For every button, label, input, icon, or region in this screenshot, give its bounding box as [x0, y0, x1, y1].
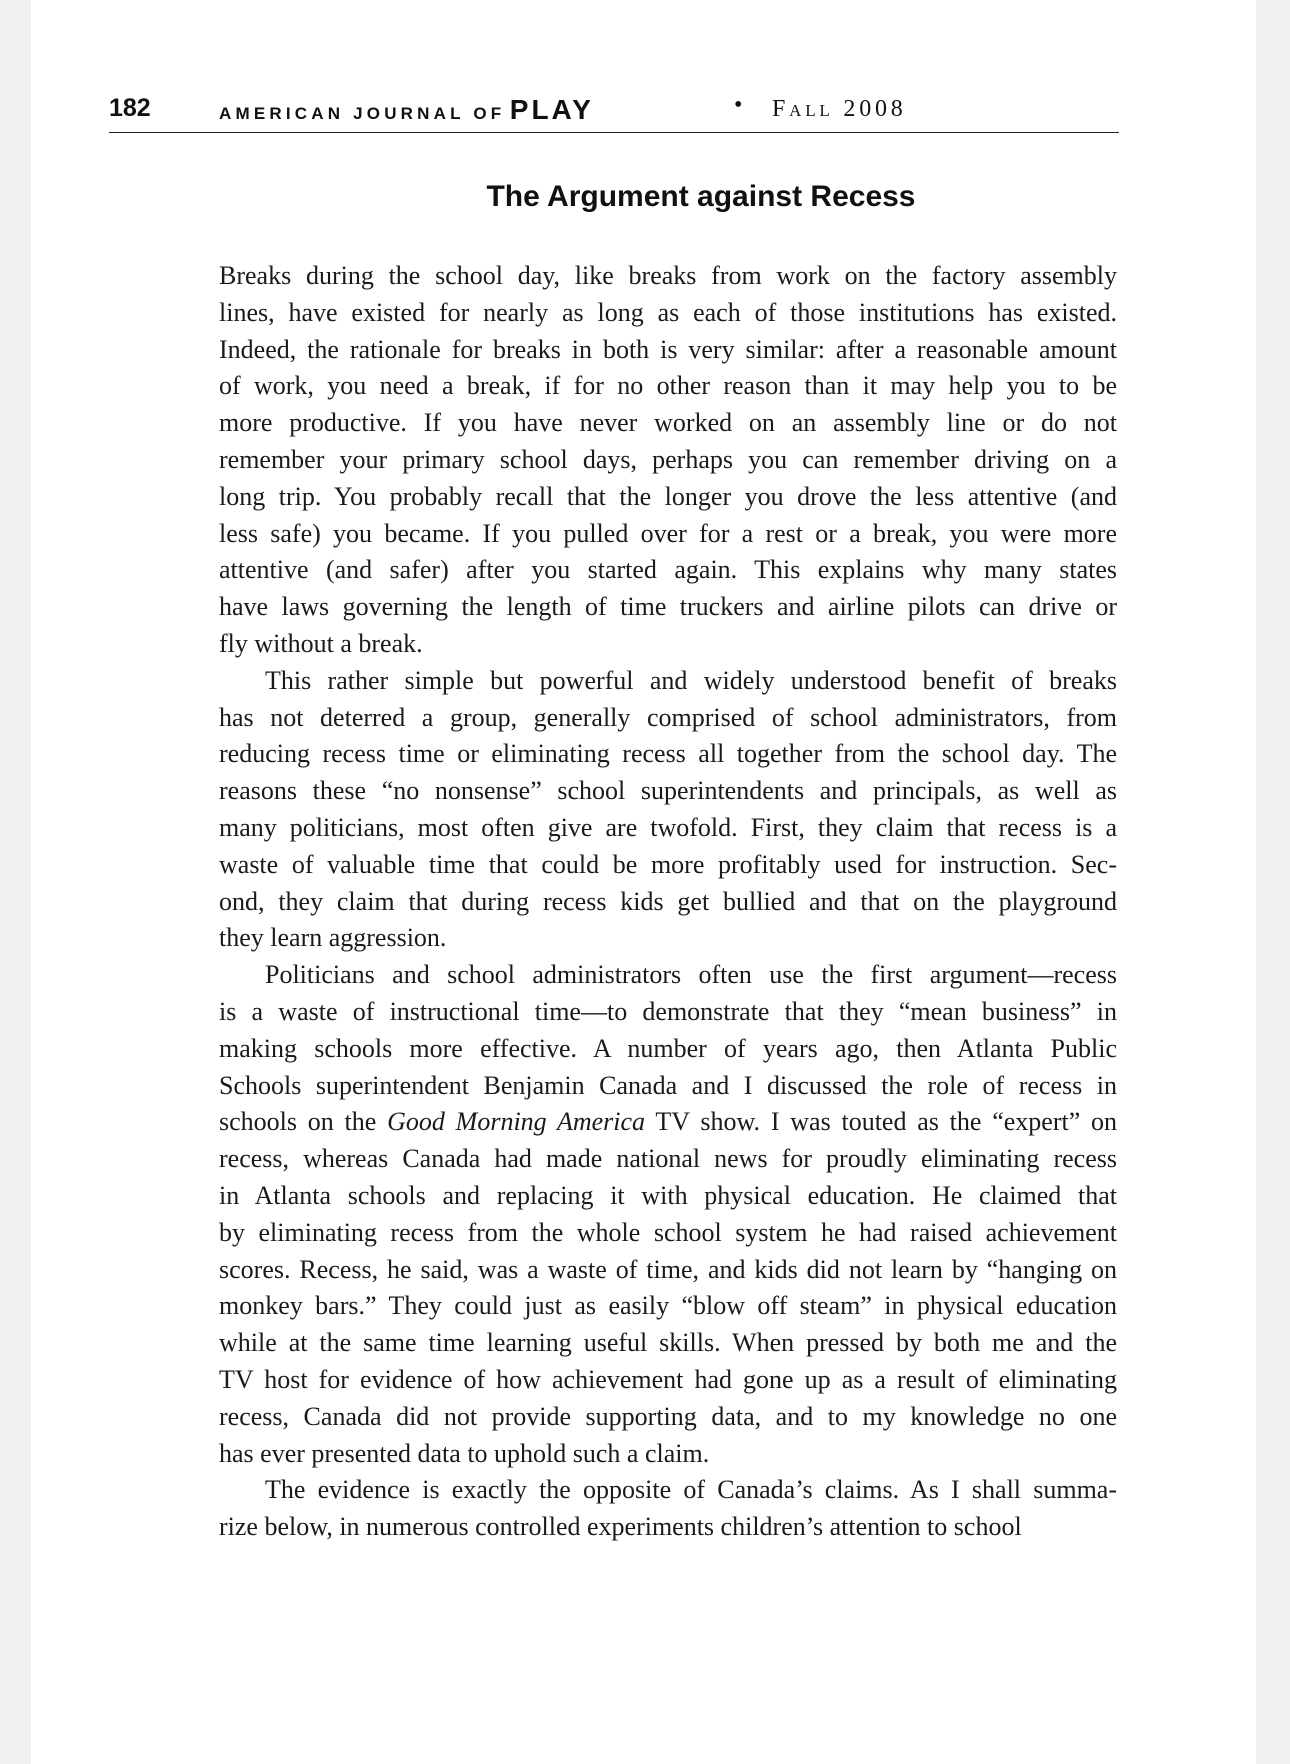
text-run: TV show. I was touted as the “expert” on	[645, 1107, 1117, 1137]
text-line: recess, Canada did not provide supporting data, and to my knowledge no one	[219, 1401, 1117, 1431]
text-line: less safe) you became. If you pulled over for a rest or a break, you were more	[219, 518, 1117, 548]
text-line: in Atlanta schools and replacing it with physical education. He claimed that	[219, 1180, 1117, 1210]
text-line: by eliminating recess from the whole school system he had raised achievement	[219, 1217, 1117, 1247]
text-line: attentive (and safer) after you started again. This explains why many states	[219, 555, 1117, 585]
text-line: Schools superintendent Benjamin Canada and I discussed the role of recess in	[219, 1070, 1117, 1100]
journal-title	[219, 94, 594, 126]
text-run: schools on the	[219, 1107, 388, 1137]
text-line: The evidence is exactly the opposite of Canada’s claims. As I shall summa-	[265, 1475, 1117, 1505]
text-line	[219, 1104, 1117, 1141]
text-line: waste of valuable time that could be more profitably used for instruction. Sec-	[219, 849, 1117, 879]
text-line: of work, you need a break, if for no other reason than it may help you to be	[219, 371, 1117, 401]
text-line: has not deterred a group, generally comprised of school administrators, from	[219, 702, 1117, 732]
text-line: has ever presented data to uphold such a claim.	[219, 1438, 710, 1468]
journal-page	[31, 0, 1256, 1764]
text-line: making schools more effective. A number of years ago, then Atlanta Public	[219, 1033, 1117, 1063]
text-line: Indeed, the rationale for breaks in both is very similar: after a reasonable amount	[219, 334, 1117, 364]
text-line: reducing recess time or eliminating recess all together from the school day. The	[219, 739, 1117, 769]
text-line: while at the same time learning useful skills. When pressed by both me and the	[219, 1328, 1117, 1358]
issue-label: Fall 2008	[772, 96, 907, 122]
text-line: monkey bars.” They could just as easily “blow off steam” in physical education	[219, 1291, 1117, 1321]
text-line: ond, they claim that during recess kids get bullied and that on the playground	[219, 886, 1117, 916]
text-line: reasons these “no nonsense” school superintendents and principals, as well as	[219, 776, 1117, 806]
text-line: long trip. You probably recall that the longer you drove the less attentive (and	[219, 481, 1117, 511]
journal-title-play: PLAY	[509, 94, 594, 125]
italic-title: Good Morning America	[387, 1107, 646, 1137]
text-line: fly without a break.	[219, 628, 423, 658]
text-line: lines, have existed for nearly as long as each of those institutions has existed.	[219, 297, 1117, 327]
text-line: remember your primary school days, perhaps you can remember driving on a	[219, 444, 1117, 474]
text-line: TV host for evidence of how achievement had gone up as a result of eliminating	[219, 1364, 1117, 1394]
text-line: scores. Recess, he said, was a waste of time, and kids did not learn by “hanging on	[219, 1254, 1117, 1284]
text-line: recess, whereas Canada had made national news for proudly eliminating recess	[219, 1144, 1117, 1174]
running-head	[109, 88, 1119, 133]
text-line: is a waste of instructional time—to demonstrate that they “mean business” in	[219, 996, 1117, 1026]
journal-title-prefix: AMERICAN JOURNAL OF	[219, 104, 506, 123]
header-separator: •	[734, 92, 743, 118]
text-line: This rather simple but powerful and widely understood benefit of breaks	[265, 665, 1117, 695]
text-line: Politicians and school administrators often use the first argument—recess	[265, 960, 1117, 990]
text-line: rize below, in numerous controlled experiments children’s attention to school	[219, 1512, 1022, 1542]
text-line: Breaks during the school day, like breaks from work on the factory assembly	[219, 261, 1117, 290]
article-body	[219, 258, 1117, 1546]
text-line: they learn aggression.	[219, 923, 447, 953]
text-line: many politicians, most often give are twofold. First, they claim that recess is a	[219, 812, 1117, 842]
text-line: have laws governing the length of time truckers and airline pilots can drive or	[219, 592, 1117, 622]
text-line: more productive. If you have never worked on an assembly line or do not	[219, 408, 1117, 438]
section-heading: The Argument against Recess	[486, 180, 916, 213]
page-number: 182	[109, 94, 151, 122]
